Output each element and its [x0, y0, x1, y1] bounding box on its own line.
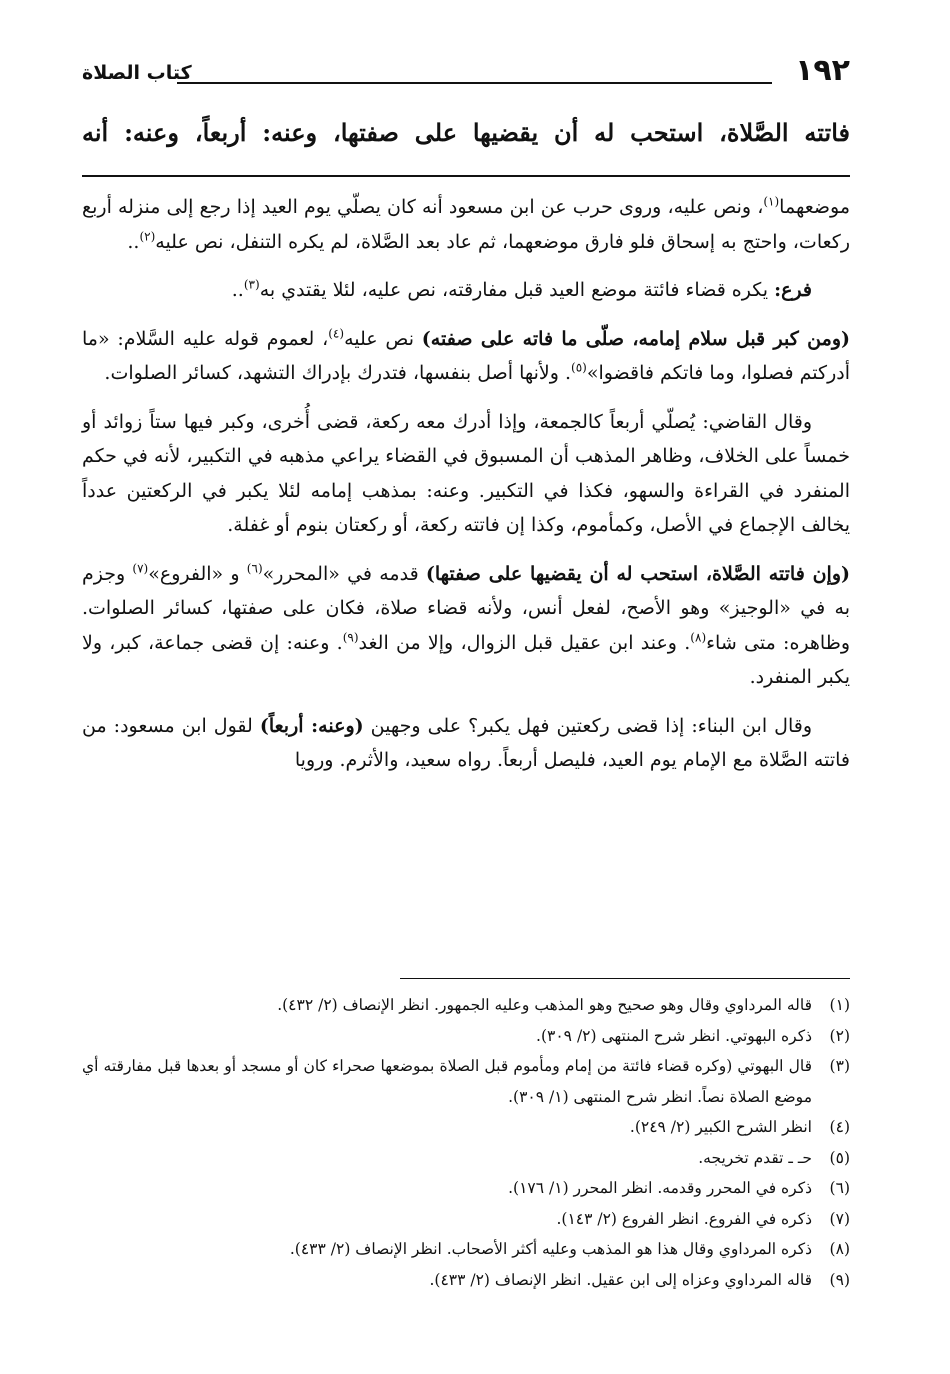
matn-quote: (وعنه: أربعاً)	[259, 714, 364, 737]
footnote-ref-4: (٤)	[328, 326, 345, 341]
header-rule	[177, 82, 772, 84]
footnote-ref-6: (٦)	[246, 561, 263, 576]
footnote-item: (٩) قاله المرداوي وعزاه إلى ابن عقيل. انظر الإنصاف (٢/ ٤٣٣).	[429, 1270, 850, 1289]
running-title: كتاب الصلاة	[82, 62, 192, 84]
footnote-item: (٧) ذكره في الفروع. انظر الفروع (٢/ ١٤٣).	[556, 1209, 850, 1228]
footnote-ref-3: (٣)	[243, 277, 260, 292]
paragraph-2: فرع: يكره قضاء فائتة موضع العيد قبل مفارقته، نص عليه، لئلا يقتدي به$^{(٣)}$..	[231, 277, 812, 301]
matn-quote: (وإن فاتته الصَّلاة، استحب له أن يقضيها على صفتها)	[425, 562, 850, 585]
footnote-item: (٨) ذكره المرداوي وقال هذا هو المذهب وعليه أكثر الأصحاب. انظر الإنصاف (٢/ ٤٣٣).	[289, 1240, 850, 1258]
paragraph-5: (وإن فاتته الصَّلاة، استحب له أن يقضيها على صفتها) قدمه في «المحرر»$^{(٦)}$ و «الفروع»$^{(٧)}$ وجزم به في «الوجيز» وهو الأصح، لفعل أنس، ولأنه قضاء صلاة، فكان على صفتها، كسائر الصلوات. وظاهره: متى شاء$^{(٨)}$. وعند ابن عقيل قبل الزوال، وإلا من الغد$^{(٩)}$. وعنه: إن قضى جماعة، كبر، ولا يكبر المنفرد.	[82, 561, 850, 688]
footnote-item: (٥) حـ ـ تقدم تخريجه.	[698, 1148, 850, 1167]
paragraph-3: (ومن كبر قبل سلام إمامه، صلّى ما فاته على صفته) نص عليه$^{(٤)}$، لعموم قوله عليه السَّلام: «ما أدركتم فصلوا، وما فاتكم فاقضوا»$^{(٥)}$. ولأنها أصل بنفسها، فتدرك بإدراك التشهد، كسائر الصلوات.	[82, 326, 850, 384]
matn-text: فاتته الصَّلاة، استحب له أن يقضيها على صفتها، وعنه: أربعاً، وعنه: أنه	[82, 118, 850, 147]
paragraph-1: موضعهما$^{(١)}$، ونص عليه، وروى حرب عن ابن مسعود أنه كان يصلّي يوم العيد إذا رجع إلى منزله أربع ركعات، واحتج به إسحاق فلو فارق موضعهما، ثم عاد بعد الصَّلاة، لم يكره التنفل، نص عليه$^{(٢)}$..	[82, 194, 850, 253]
matn-quote: (ومن كبر قبل سلام إمامه، صلّى ما فاته على صفته)	[421, 327, 850, 350]
footnotes	[82, 990, 850, 1295]
page-number: ١٩٢	[795, 53, 850, 88]
footnote-ref-1: (١)	[763, 194, 780, 209]
footnote-ref-9: (٩)	[342, 630, 359, 645]
paragraph-4: وقال القاضي: يُصلّي أربعاً كالجمعة، وإذا أدرك معه ركعة، قضى أُخرى، وكبر فيها ستاً زوائد أو خمساً على الخلاف، وظاهر المذهب أن المسبوق في القضاء يراعي مذهبه في التكبير، لأنه في حكم المنفرد في القراءة والسهو، فكذا في التكبير. وعنه: بمذهب إمامه لئلا يكبر في الركعتين عدداً يخالف الإجماع في الأصل، وكمأموم، وكذا إن فاتته ركعة، أو ركعتان بنوم أو غفلة.	[82, 410, 850, 536]
footnote-ref-5: (٥)	[571, 360, 587, 375]
far-label: فرع:	[774, 279, 812, 301]
footnote-item: (٢) ذكره البهوتي. انظر شرح المنتهى (٢/ ٣٠٩).	[536, 1026, 850, 1045]
footnote-item: (٦) ذكره في المحرر وقدمه. انظر المحرر (١/ ١٧٦).	[508, 1179, 850, 1197]
footnote-item: (١) قاله المرداوي وقال وهو صحيح وهو المذهب وعليه الجمهور. انظر الإنصاف (٢/ ٤٣٢).	[277, 996, 850, 1014]
footnote-item: (٤) انظر الشرح الكبير (٢/ ٢٤٩).	[629, 1118, 850, 1136]
footnote-ref-7: (٧)	[132, 561, 149, 576]
commentary-body	[82, 190, 850, 792]
matn-divider	[82, 175, 850, 177]
footnote-ref-2: (٢)	[139, 229, 156, 244]
footnote-item: (٣) قال البهوتي (وكره قضاء فائتة من إمام ومأموم قبل الصلاة بموضعها صحراء كان أو مسجد أو بعدها قبل مفارقته أي موضع الصلاة نصاً. انظر شرح المنتهى (١/ ٣٠٩).	[82, 1057, 850, 1106]
running-header	[82, 52, 850, 92]
paragraph-6: وقال ابن البناء: إذا قضى ركعتين فهل يكبر؟ على وجهين (وعنه: أربعاً) لقول ابن مسعود: من فاتته الصَّلاة مع الإمام يوم العيد، فليصل أربعاً. رواه سعيد، والأثرم. ورويا	[82, 714, 850, 771]
footnotes-divider	[400, 978, 850, 979]
footnote-ref-8: (٨)	[690, 630, 707, 645]
